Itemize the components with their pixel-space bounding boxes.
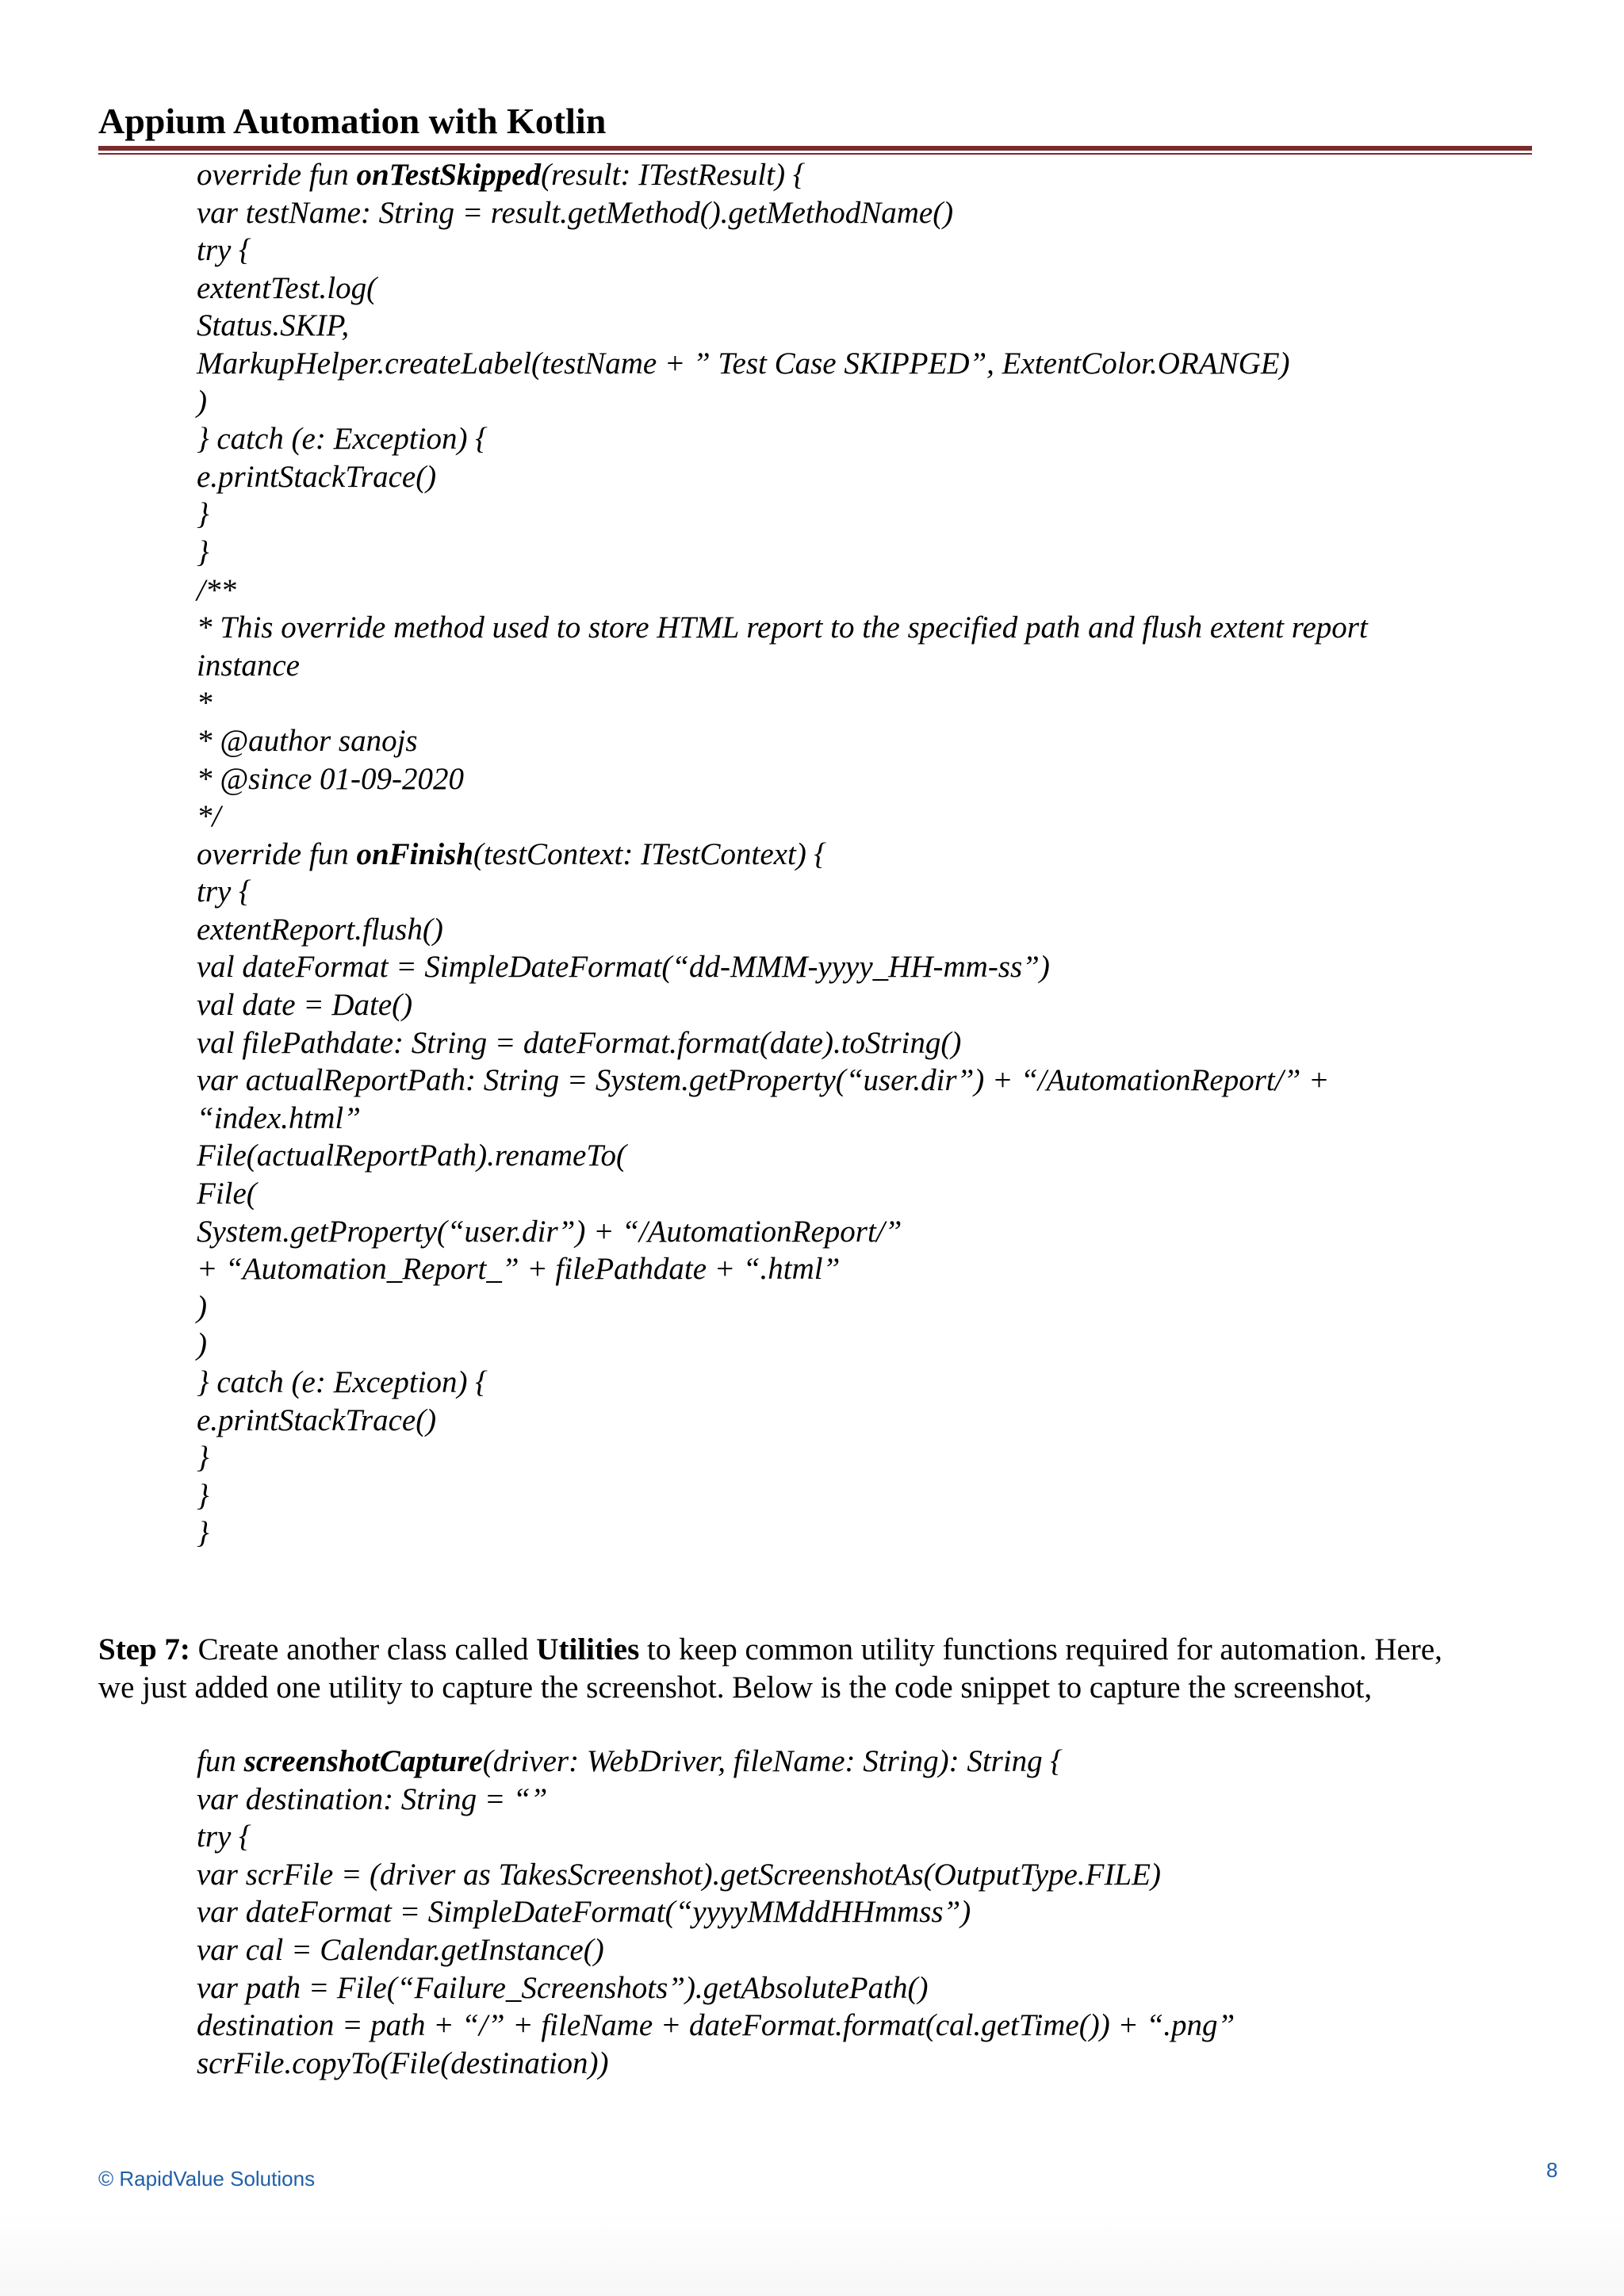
code-text: File( xyxy=(197,1177,257,1211)
code-text: * @since 01-09-2020 xyxy=(197,761,464,796)
code-text: val filePathdate: String = dateFormat.format(date).toString() xyxy=(197,1025,962,1060)
method-name: onTestSkipped xyxy=(356,158,542,192)
code-line xyxy=(197,1250,1368,1288)
code-text: destination = path + “/” + fileName + dateFormat.format(cal.getTime()) + “.png” xyxy=(197,2008,1235,2043)
code-text: var testName: String = result.getMethod().getMethodName() xyxy=(197,195,954,230)
code-line xyxy=(197,1288,1368,1326)
code-line xyxy=(197,873,1368,911)
step-7-text-1: Create another class called xyxy=(190,1632,537,1667)
code-text: var dateFormat = SimpleDateFormat(“yyyyMMddHHmmss”) xyxy=(197,1895,971,1930)
code-line xyxy=(197,1100,1368,1138)
code-line xyxy=(197,496,1368,534)
code-line xyxy=(197,1439,1368,1477)
code-line xyxy=(197,345,1368,383)
step-7-label: Step 7: xyxy=(98,1632,190,1667)
page-number: 8 xyxy=(1546,2158,1558,2182)
code-line xyxy=(197,647,1368,685)
step-7-text-2: to keep common utility functions required for automation. Here, xyxy=(639,1632,1442,1667)
code-line xyxy=(197,1856,1235,1894)
code-text: var cal = Calendar.getInstance() xyxy=(197,1932,604,1967)
code-line xyxy=(197,1402,1368,1440)
step-7-line-2: we just added one utility to capture the screenshot. Below is the code snippet to capture the screenshot, xyxy=(98,1670,1373,1705)
code-line xyxy=(197,1477,1368,1515)
header-rule-thin xyxy=(98,153,1532,155)
code-text: } catch (e: Exception) { xyxy=(197,1365,488,1399)
code-line xyxy=(197,2045,1235,2083)
page-bottom-shade xyxy=(0,2212,1624,2296)
code-text: * @author sanojs xyxy=(197,723,418,758)
code-line xyxy=(197,270,1368,308)
code-line xyxy=(197,684,1368,722)
code-line xyxy=(197,1969,1235,2007)
code-line xyxy=(197,1175,1368,1213)
code-line xyxy=(197,1781,1235,1819)
code-line xyxy=(197,420,1368,458)
code-text: val dateFormat = SimpleDateFormat(“dd-MMM-yyyy_HH-mm-ss”) xyxy=(197,950,1050,985)
code-line xyxy=(197,232,1368,270)
code-line xyxy=(197,1364,1368,1402)
step-7-line-1 xyxy=(98,1631,1534,1669)
code-text: scrFile.copyTo(File(destination)) xyxy=(197,2045,609,2080)
code-text: var destination: String = “” xyxy=(197,1781,548,1816)
code-text: } xyxy=(197,1478,209,1513)
code-line xyxy=(197,948,1368,986)
code-text: var actualReportPath: String = System.getProperty(“user.dir”) + “/AutomationReport/” + xyxy=(197,1063,1330,1098)
code-line xyxy=(197,194,1368,232)
document-title: Appium Automation with Kotlin xyxy=(98,101,607,141)
code-text: override fun xyxy=(197,836,357,871)
code-text: try { xyxy=(197,233,251,268)
code-block-listener xyxy=(197,156,1368,1552)
step-7-paragraph xyxy=(98,1631,1534,1706)
code-text: (driver: WebDriver, fileName: String): String { xyxy=(482,1744,1063,1778)
code-text: var path = File(“Failure_Screenshots”).getAbsolutePath() xyxy=(197,1970,929,2005)
code-line xyxy=(197,1743,1235,1781)
method-name: onFinish xyxy=(356,836,473,871)
code-line xyxy=(197,798,1368,836)
code-text: /** xyxy=(197,572,236,607)
code-line xyxy=(197,1213,1368,1251)
code-text: var scrFile = (driver as TakesScreenshot).getScreenshotAs(OutputType.FILE) xyxy=(197,1857,1161,1892)
code-line xyxy=(197,986,1368,1024)
code-line xyxy=(197,609,1368,647)
code-text: System.getProperty(“user.dir”) + “/AutomationReport/” xyxy=(197,1214,902,1249)
code-line xyxy=(197,1024,1368,1062)
step-7-class-name: Utilities xyxy=(536,1632,640,1667)
code-block-screenshot xyxy=(197,1743,1235,2082)
code-line xyxy=(197,2007,1235,2045)
code-text: try { xyxy=(197,874,251,909)
code-line xyxy=(197,572,1368,610)
code-line xyxy=(197,1137,1368,1175)
code-text: Status.SKIP, xyxy=(197,308,350,343)
code-text: * xyxy=(197,686,213,721)
code-text: File(actualReportPath).renameTo( xyxy=(197,1138,626,1173)
code-text: } catch (e: Exception) { xyxy=(197,422,488,457)
code-text: (testContext: ITestContext) { xyxy=(473,836,827,871)
code-line xyxy=(197,760,1368,798)
code-line xyxy=(197,307,1368,345)
footer-copyright: © RapidValue Solutions xyxy=(98,2167,316,2191)
code-text: } xyxy=(197,1441,209,1475)
code-text: e.printStackTrace() xyxy=(197,1402,437,1437)
code-text: instance xyxy=(197,648,300,683)
code-text: try { xyxy=(197,1820,251,1854)
code-line xyxy=(197,1062,1368,1100)
code-line xyxy=(197,458,1368,496)
code-text: (result: ITestResult) { xyxy=(541,158,806,192)
code-text: } xyxy=(197,497,209,532)
method-name: screenshotCapture xyxy=(243,1744,483,1778)
code-line xyxy=(197,1931,1235,1969)
code-text: } xyxy=(197,534,209,569)
code-text: MarkupHelper.createLabel(testName + ” Test Case SKIPPED”, ExtentColor.ORANGE) xyxy=(197,346,1290,381)
code-text: ) xyxy=(197,1327,207,1362)
code-line xyxy=(197,534,1368,572)
code-text: val date = Date() xyxy=(197,988,413,1023)
code-line xyxy=(197,1326,1368,1364)
code-text: override fun xyxy=(197,158,357,192)
code-line xyxy=(197,722,1368,760)
code-text: e.printStackTrace() xyxy=(197,459,437,494)
code-line xyxy=(197,1893,1235,1931)
code-line xyxy=(197,1818,1235,1856)
code-text: “index.html” xyxy=(197,1100,361,1135)
code-text: * This override method used to store HTML report to the specified path and flush extent report xyxy=(197,610,1368,645)
code-line xyxy=(197,911,1368,949)
code-text: fun xyxy=(197,1744,244,1778)
code-line xyxy=(197,836,1368,874)
code-line xyxy=(197,383,1368,421)
code-text: */ xyxy=(197,799,221,834)
code-text: ) xyxy=(197,384,207,419)
header-rule-thick xyxy=(98,146,1532,151)
code-line xyxy=(197,1514,1368,1552)
code-text: } xyxy=(197,1516,209,1551)
code-text: + “Automation_Report_” + filePathdate + “.html” xyxy=(197,1252,841,1287)
code-line xyxy=(197,156,1368,194)
code-text: ) xyxy=(197,1289,207,1324)
code-text: extentTest.log( xyxy=(197,270,377,305)
code-text: extentReport.flush() xyxy=(197,912,443,947)
